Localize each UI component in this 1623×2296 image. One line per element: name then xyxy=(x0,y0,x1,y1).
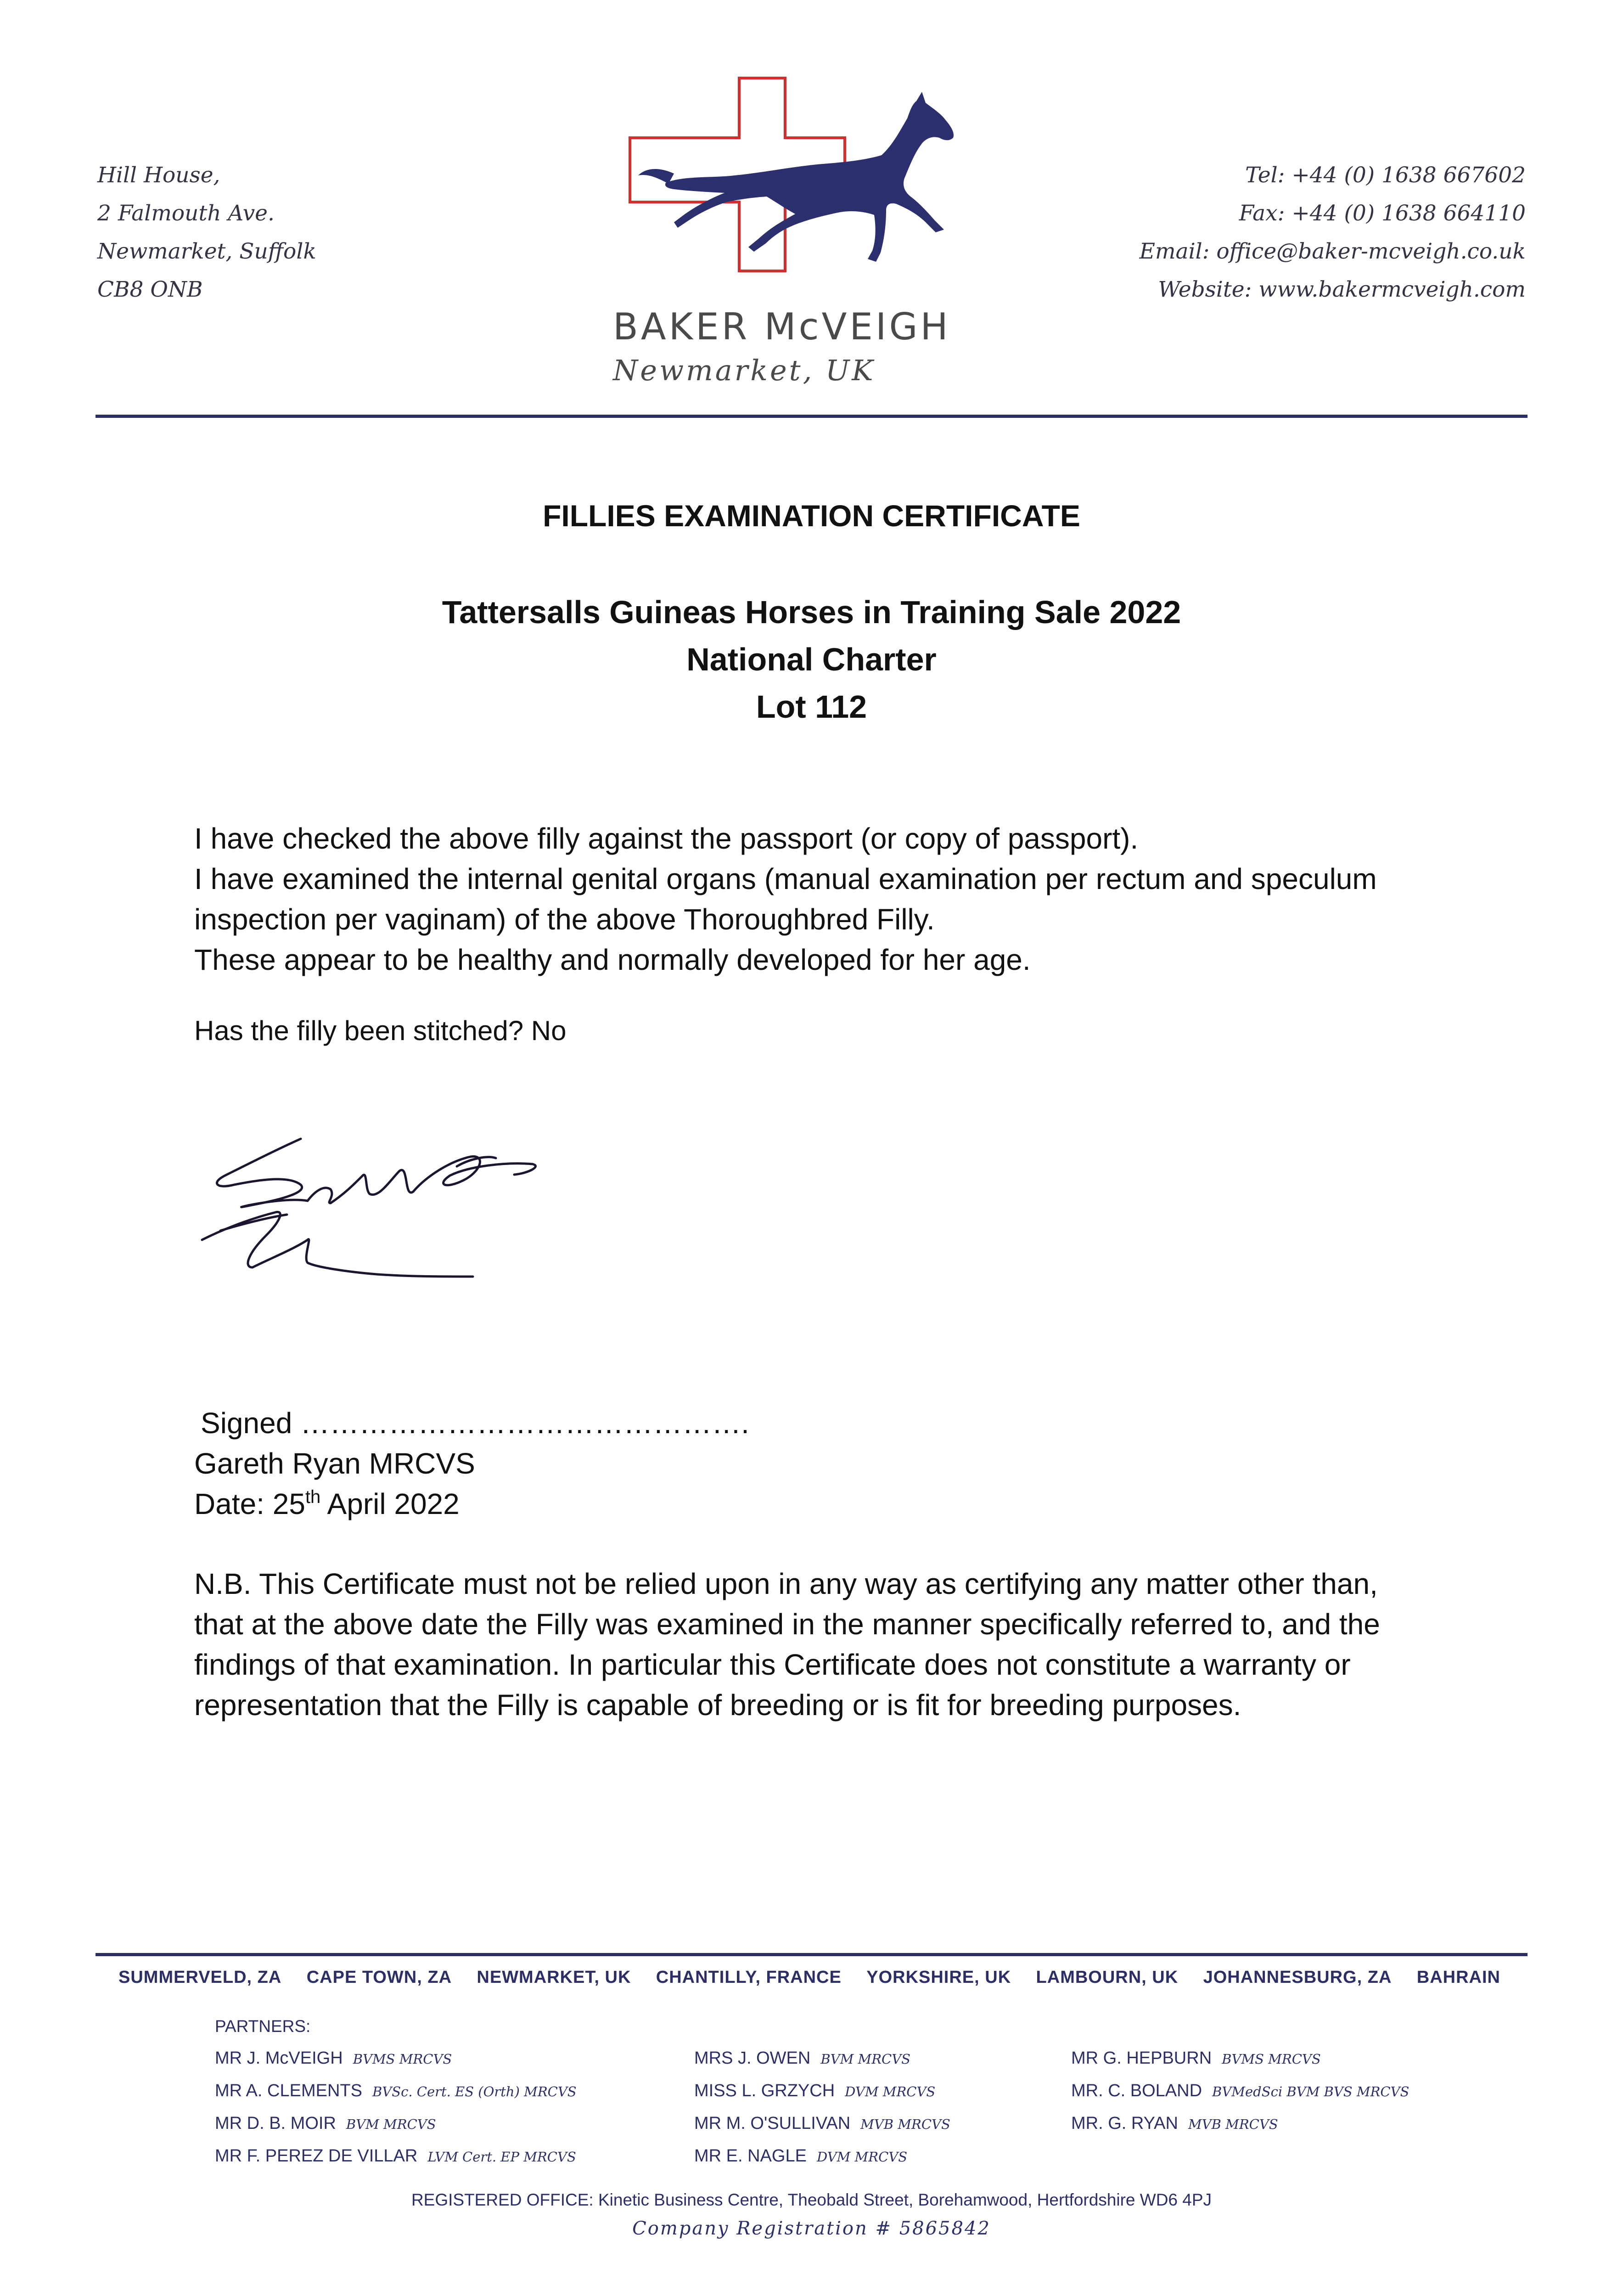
location-item: CAPE TOWN, ZA xyxy=(306,1968,452,1987)
partner-name: MR E. NAGLE xyxy=(694,2146,807,2166)
horse-tail-icon xyxy=(638,169,674,184)
partner-qualifications: BVMedSci BVM BVS MRCVS xyxy=(1212,2084,1410,2099)
location-item: LAMBOURN, UK xyxy=(1036,1968,1179,1987)
partner-entry xyxy=(694,2140,950,2173)
fax-number: Fax: +44 (0) 1638 664110 xyxy=(1239,201,1526,226)
location-item: JOHANNESBURG, ZA xyxy=(1203,1968,1392,1987)
disclaimer-line: that at the above date the Filly was examined in the manner specifically referred to, and the xyxy=(194,1608,1380,1641)
partner-entry xyxy=(215,2108,577,2140)
partner-name: MR M. O'SULLIVAN xyxy=(694,2114,851,2133)
signer-name: Gareth Ryan MRCVS xyxy=(194,1447,475,1480)
signed-line: Signed ………………………………………. xyxy=(201,1407,749,1440)
statement-line: I have examined the internal genital organs (manual examination per rectum and speculum xyxy=(194,862,1377,895)
partner-qualifications: DVM MRCVS xyxy=(816,2149,908,2165)
address-line: Newmarket, Suffolk xyxy=(97,239,316,264)
partner-entry xyxy=(1071,2075,1409,2108)
date-rest: April 2022 xyxy=(320,1487,460,1520)
partner-qualifications: MVB MRCVS xyxy=(1188,2116,1278,2132)
address-line: CB8 ONB xyxy=(97,277,203,302)
partner-entry xyxy=(215,2140,577,2173)
disclaimer-line: findings of that examination. In particular this Certificate does not constitute a warranty or xyxy=(194,1648,1351,1681)
website-url: Website: www.bakermcveigh.com xyxy=(1158,277,1526,302)
partner-qualifications: BVMS MRCVS xyxy=(353,2051,452,2067)
partner-name: MR D. B. MOIR xyxy=(215,2114,336,2133)
stitched-question: Has the filly been stitched? No xyxy=(194,1015,567,1046)
date-prefix: Date: 25 xyxy=(194,1487,305,1520)
partner-entry xyxy=(1071,2043,1409,2075)
partner-entry xyxy=(1071,2108,1409,2140)
partner-qualifications: LVM Cert. EP MRCVS xyxy=(427,2149,576,2165)
location-item: SUMMERVELD, ZA xyxy=(118,1968,282,1987)
partner-name: MR J. McVEIGH xyxy=(215,2048,343,2068)
location-item: YORKSHIRE, UK xyxy=(866,1968,1011,1987)
header-divider xyxy=(95,415,1528,418)
partner-entry xyxy=(694,2075,950,2108)
address-line: 2 Falmouth Ave. xyxy=(97,201,275,226)
partner-qualifications: BVM MRCVS xyxy=(820,2051,911,2067)
footer-divider xyxy=(95,1953,1528,1956)
statement-line: These appear to be healthy and normally developed for her age. xyxy=(194,943,1031,976)
disclaimer-line: N.B. This Certificate must not be relied upon in any way as certifying any matter other than, xyxy=(194,1567,1378,1600)
partner-qualifications: BVMS MRCVS xyxy=(1222,2051,1321,2067)
partners-column xyxy=(215,2043,577,2173)
partner-name: MR. G. RYAN xyxy=(1071,2114,1178,2133)
email-address: Email: office@baker-mcveigh.co.uk xyxy=(1139,239,1526,264)
company-registration: Company Registration # 5865842 xyxy=(632,2218,991,2239)
partner-qualifications: MVB MRCVS xyxy=(860,2116,950,2132)
partner-name: MRS J. OWEN xyxy=(694,2048,811,2068)
office-locations xyxy=(118,1968,1500,1987)
partner-qualifications: BVM MRCVS xyxy=(346,2116,436,2132)
partner-name: MISS L. GRZYCH xyxy=(694,2081,835,2100)
partner-qualifications: BVSc. Cert. ES (Orth) MRCVS xyxy=(372,2084,577,2099)
brand-name: BAKER McVEIGH xyxy=(613,305,951,348)
partner-qualifications: DVM MRCVS xyxy=(845,2084,936,2099)
partner-name: MR F. PEREZ DE VILLAR xyxy=(215,2146,418,2166)
certificate-subject xyxy=(0,589,1623,731)
partner-entry xyxy=(694,2108,950,2140)
statement-line: inspection per vaginam) of the above Thoroughbred Filly. xyxy=(194,903,935,936)
sender-address xyxy=(97,156,316,309)
phone-number: Tel: +44 (0) 1638 667602 xyxy=(1245,163,1526,188)
partner-name: MR G. HEPBURN xyxy=(1071,2048,1212,2068)
partners-column xyxy=(694,2043,950,2173)
partners-column xyxy=(1071,2043,1409,2140)
horse-name: National Charter xyxy=(686,642,937,677)
statement-line: I have checked the above filly against the passport (or copy of passport). xyxy=(194,822,1139,855)
partner-entry xyxy=(215,2043,577,2075)
sale-name: Tattersalls Guineas Horses in Training Sale 2022 xyxy=(442,594,1181,630)
date-ordinal: th xyxy=(305,1487,321,1507)
registered-office: REGISTERED OFFICE: Kinetic Business Centre, Theobald Street, Borehamwood, Hertfordshire WD6 4PJ xyxy=(411,2190,1212,2209)
certificate-date xyxy=(194,1484,460,1524)
galloping-horse-icon xyxy=(665,92,954,262)
location-item: NEWMARKET, UK xyxy=(477,1968,631,1987)
partner-entry xyxy=(694,2043,950,2075)
brand-location: Newmarket, UK xyxy=(613,354,876,387)
disclaimer-line: representation that the Filly is capable of breeding or is fit for breeding purposes. xyxy=(194,1688,1241,1722)
handwritten-signature xyxy=(193,1120,551,1304)
partner-entry xyxy=(215,2075,577,2108)
location-item: BAHRAIN xyxy=(1416,1968,1500,1987)
partners-label: PARTNERS: xyxy=(215,2017,311,2036)
examination-statement xyxy=(194,818,1443,980)
contact-details xyxy=(1140,156,1526,309)
certificate-title: FILLIES EXAMINATION CERTIFICATE xyxy=(543,499,1080,533)
address-line: Hill House, xyxy=(97,163,220,188)
disclaimer xyxy=(194,1564,1443,1725)
baker-mcveigh-logo xyxy=(624,69,973,298)
partner-name: MR A. CLEMENTS xyxy=(215,2081,362,2100)
partner-name: MR. C. BOLAND xyxy=(1071,2081,1202,2100)
location-item: CHANTILLY, FRANCE xyxy=(656,1968,842,1987)
lot-number: Lot 112 xyxy=(756,689,867,725)
